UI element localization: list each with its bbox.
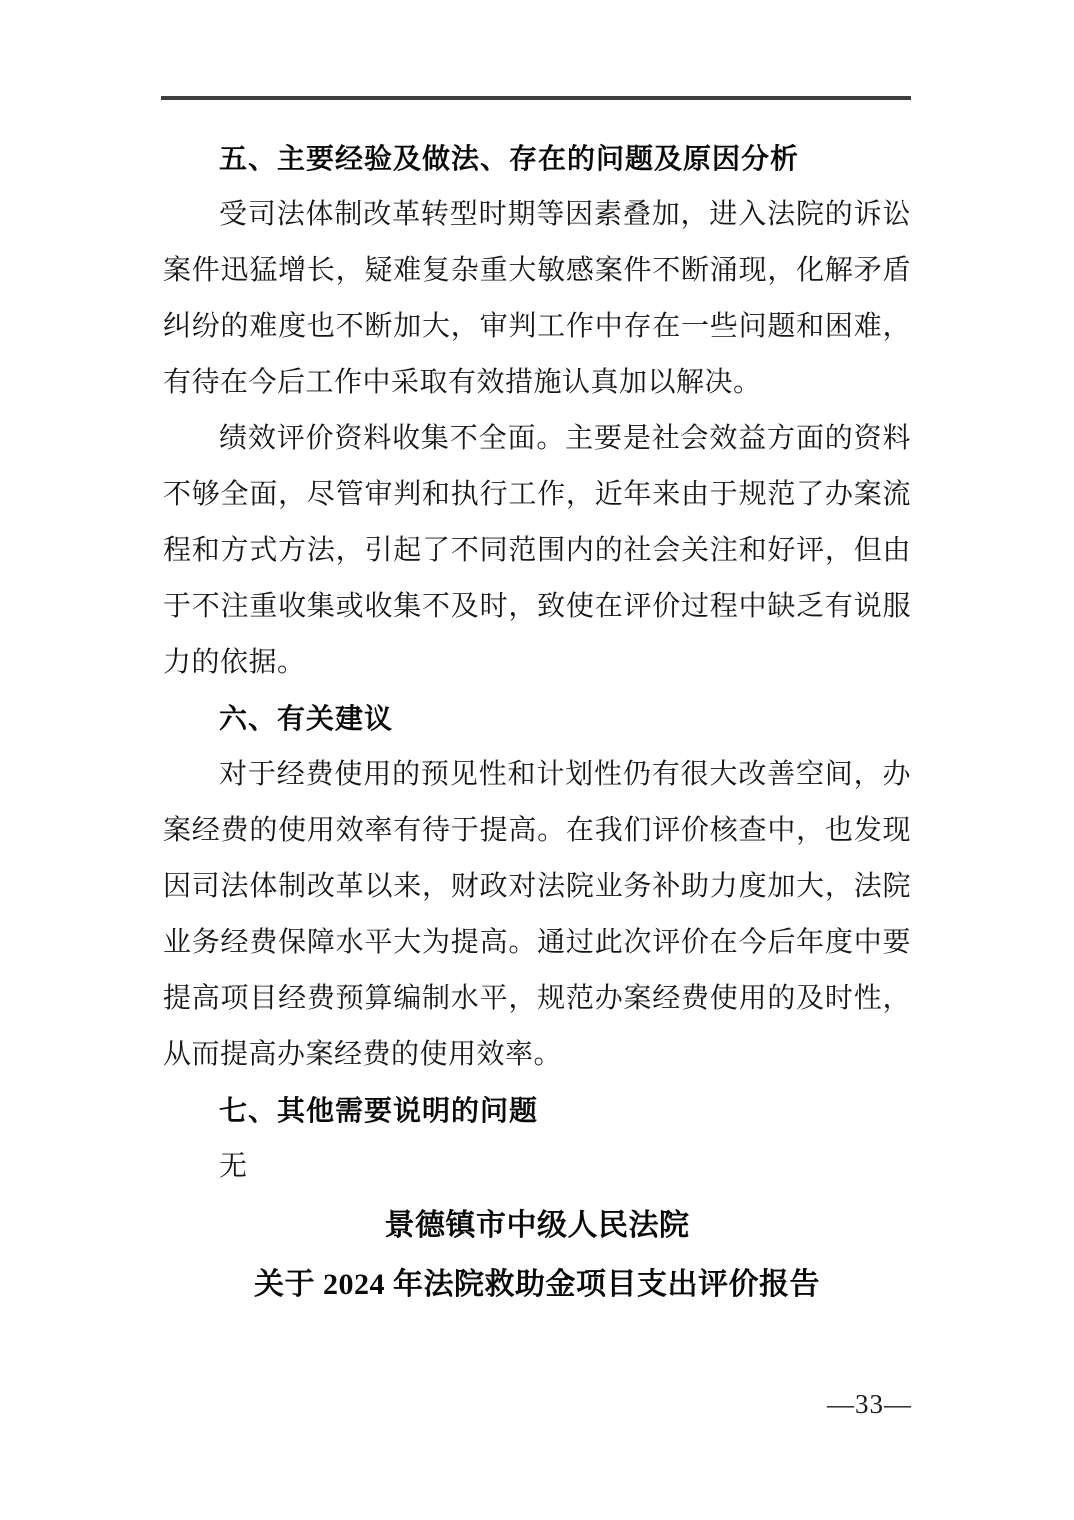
paragraph-line: 受司法体制改革转型时期等因素叠加，进入法院的诉讼 (219, 199, 911, 230)
paragraph-line: 业务经费保障水平大为提高。通过此次评价在今后年度中要 (163, 927, 911, 958)
paragraph-line: 绩效评价资料收集不全面。主要是社会效益方面的资料 (219, 423, 911, 454)
paragraph-line: 提高项目经费预算编制水平，规范办案经费使用的及时性， (163, 983, 911, 1014)
section-5-heading: 五、主要经验及做法、存在的问题及原因分析 (219, 143, 800, 174)
report-org-title: 景德镇市中级人民法院 (384, 1209, 690, 1242)
section-6-heading: 六、有关建议 (219, 703, 394, 734)
paragraph-line: 力的依据。 (163, 647, 306, 678)
paragraph-line: 对于经费使用的预见性和计划性仍有很大改善空间，办 (219, 759, 911, 790)
page-number: —33— (827, 1389, 912, 1419)
paragraph-line: 案件迅猛增长，疑难复杂重大敏感案件不断涌现，化解矛盾 (163, 255, 911, 286)
header-rule (161, 96, 911, 100)
document-body (163, 131, 911, 1313)
paragraph-line: 纠纷的难度也不断加大，审判工作中存在一些问题和困难， (163, 311, 911, 342)
paragraph-line: 案经费的使用效率有待于提高。在我们评价核查中，也发现 (163, 815, 911, 846)
section-7-heading: 七、其他需要说明的问题 (219, 1095, 539, 1126)
paragraph-line: 从而提高办案经费的使用效率。 (163, 1039, 563, 1070)
paragraph-line: 有待在今后工作中采取有效措施认真加以解决。 (163, 367, 762, 398)
paragraph-line: 于不注重收集或收集不及时，致使在评价过程中缺乏有说服 (163, 591, 911, 622)
paragraph-line: 不够全面，尽管审判和执行工作，近年来由于规范了办案流 (163, 479, 911, 510)
report-doc-title: 关于 2024 年法院救助金项目支出评价报告 (254, 1268, 820, 1301)
none-statement: 无 (219, 1151, 248, 1182)
paragraph-line: 因司法体制改革以来，财政对法院业务补助力度加大，法院 (163, 871, 911, 902)
paragraph-line: 程和方式方法，引起了不同范围内的社会关注和好评，但由 (163, 535, 911, 566)
